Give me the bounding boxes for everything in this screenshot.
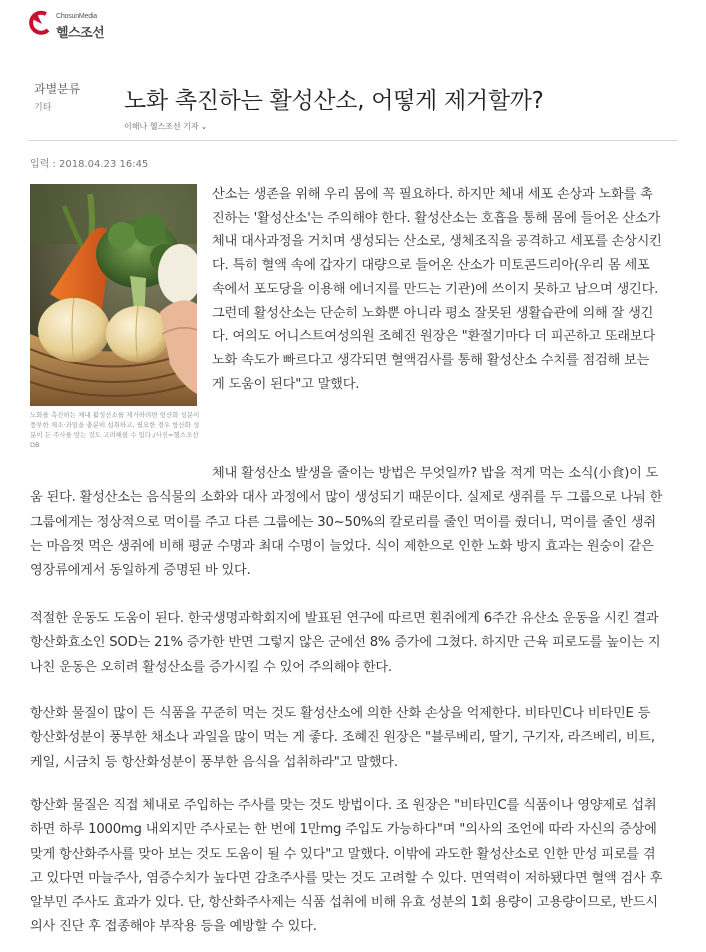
header-divider [28, 140, 678, 141]
article-category[interactable]: 과별분류 [34, 82, 81, 96]
article-byline[interactable] [124, 121, 207, 132]
article-subcategory[interactable]: 기타 [34, 103, 52, 113]
vegetable-basket-image [30, 184, 197, 406]
logo-subtitle: ChosunMedia [56, 13, 97, 20]
chosun-logo-icon [28, 10, 50, 36]
published-date: 입력 : 2018.04.23 16:45 [30, 159, 149, 170]
article-title: 노화 촉진하는 활성산소, 어떻게 제거할까? [124, 88, 544, 114]
article-paragraph: 항산화 물질이 많이 든 식품을 꾸준히 먹는 것도 활성산소에 의한 산화 손상을 억제한다. 비타민C나 비타민E 등 항산화성분이 풍부한 채소나 과일을 많이 먹는 게 좋다. 조혜진 원장은 "블루베리, 딸기, 구기자, 라즈베리, 비트, 케일, 시금치 등 항산화성분이 풍부한 음식을 섭취하라"고 말했다. [30, 706, 655, 770]
author-name: 이해나 헬스조선 기자 [124, 122, 199, 131]
article-paragraph: 항산화 물질은 직접 체내로 주입하는 주사를 맞는 것도 방법이다. 조 원장은 "비타민C를 식품이나 영양제로 섭취하면 하루 1000mg 내외지만 주사로는 한 번에 1만mg 주입도 가능하다"며 "의사의 조언에 따라 자신의 증상에 맞게 항산화주사를 맞아 보는 것도 도움이 될 수 있다"고 말했다. 이밖에 과도한 활성산소로 인한 만성 피로를 겪고 있다면 마늘주사, 염증수치가 높다면 감초주사를 맞는 것도 고려할 수 있다. 면역력이 저하됐다면 혈액 검사 후 알부민 주사도 효과가 있다. 단, 항산화주사제는 식품 섭취에 비해 유효 성분의 1회 용량이 고용량이므로, 반드시 의사 진단 후 접종해야 부작용 등을 예방할 수 있다. [30, 798, 663, 935]
article-photo [30, 184, 197, 406]
article-paragraph: 적절한 운동도 도움이 된다. 한국생명과학회지에 발표된 연구에 따르면 흰쥐에게 6주간 유산소 운동을 시킨 결과 항산화효소인 SOD는 21% 증가한 반면 그렇지 않은 군에선 8% 증가에 그쳤다. 하지만 근육 피로도를 높이는 지나친 운동은 오히려 활성산소를 증가시킬 수 있어 주의해야 한다. [30, 611, 661, 675]
site-logo[interactable] [28, 8, 138, 41]
article-paragraph: 체내 활성산소 발생을 줄이는 방법은 무엇일까? 밥을 적게 먹는 소식(小食)이 도움 된다. 활성산소는 음식물의 소화와 대사 과정에서 많이 생성되기 때문이다. 실제로 생쥐를 두 그룹으로 나눠 한 그룹에게는 정상적으로 먹이를 주고 다른 그룹에는 30~50%의 칼로리를 줄인 먹이를 줬더니, 먹이를 줄인 생쥐는 마음껏 먹은 생쥐에 비해 평균 수명과 최대 수명이 늘었다. 식이 제한으로 인한 노화 방지 효과는 원숭이 같은 영장류에게서 동일하게 증명된 바 있다. [30, 466, 663, 579]
chevron-down-icon: ⌄ [200, 122, 208, 131]
image-caption: 노화를 촉진하는 체내 활성산소를 제거하려면 항산화 성분이 풍부한 채소·과일을 충분히 섭취하고, 필요한 경우 항산화 성분이 든 주사를 맞는 것도 고려해볼 수 있다./사진=헬스조선 DB [30, 411, 200, 449]
article-paragraph: 산소는 생존을 위해 우리 몸에 꼭 필요하다. 하지만 체내 세포 손상과 노화를 촉진하는 '활성산소'는 주의해야 한다. 활성산소는 호흡을 통해 몸에 들어온 산소가 체내 대사과정을 거치며 생성되는 산소로, 생체조직을 공격하고 세포를 손상시킨다. 특히 혈액 속에 갑자기 대량으로 들어온 산소가 미토콘드리아(우리 몸 세포 속에서 포도당을 이용해 에너지를 만드는 기관)에 쓰이지 못하고 남으며 생긴다. 그런데 활성산소는 단순히 노화뿐 아니라 평소 잘못된 생활습관에 의해 잘 생긴다. 여의도 어니스트여성의원 조혜진 원장은 "환절기마다 더 피곤하고 또래보다 노화 속도가 빠르다고 생각되면 혈액검사를 통해 활성산소 수치를 점검해 보는 게 도움이 된다"고 말했다. [212, 187, 662, 392]
logo-title: 헬스조선 [56, 26, 105, 41]
